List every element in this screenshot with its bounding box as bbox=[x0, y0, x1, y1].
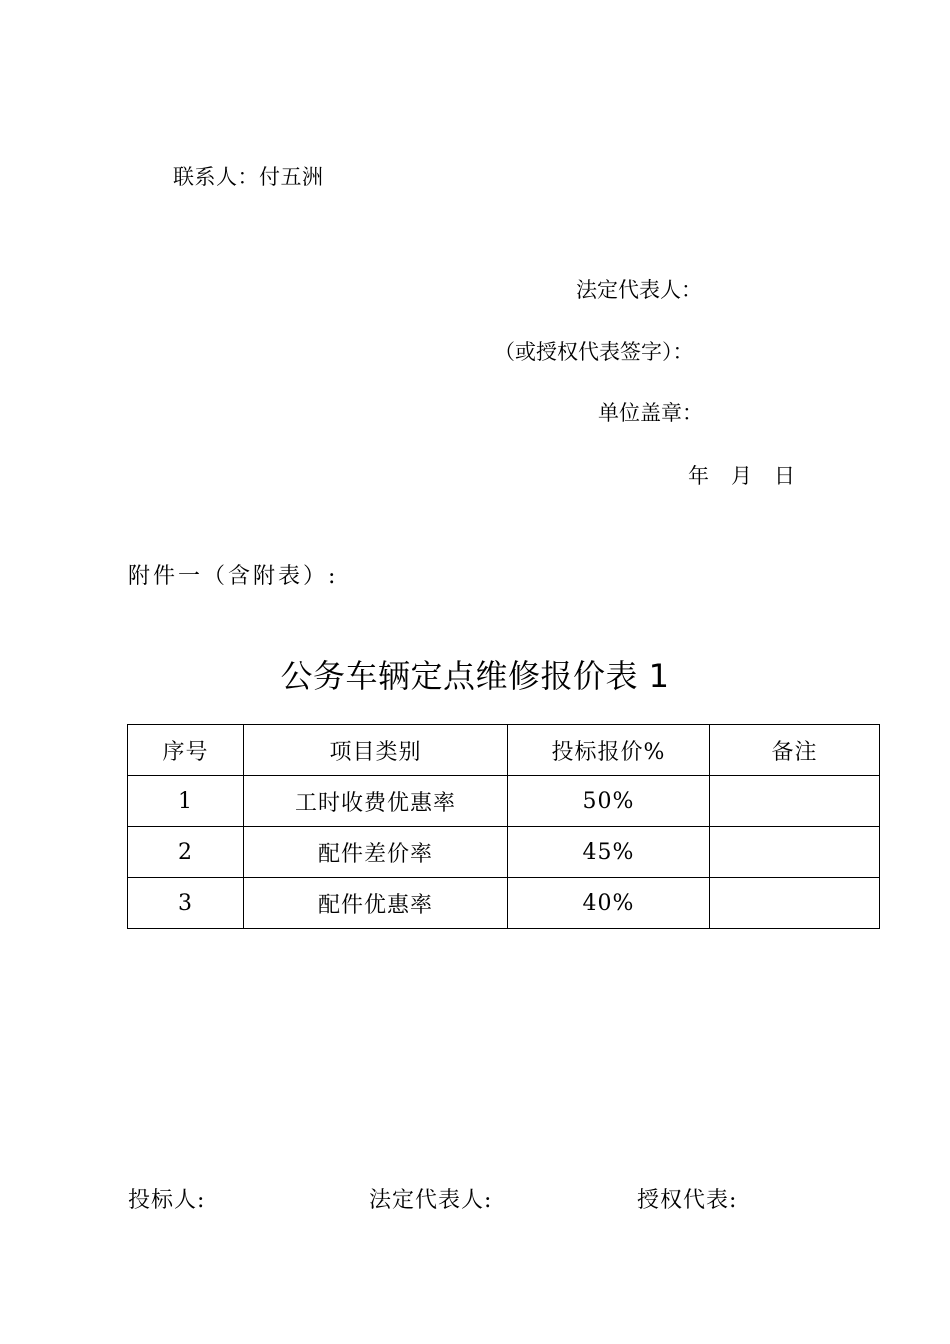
cell-bid-price: 50% bbox=[508, 776, 710, 827]
date-day-label: 日 bbox=[774, 464, 795, 488]
table-header-row bbox=[128, 725, 880, 776]
cell-bid-price: 40% bbox=[508, 878, 710, 929]
footer-bidder-label: 投标人: bbox=[128, 1188, 206, 1213]
cell-index: 3 bbox=[128, 878, 244, 929]
company-seal-label: 单位盖章： bbox=[598, 401, 703, 425]
quote-table bbox=[127, 724, 880, 929]
date-year-label: 年 bbox=[688, 464, 709, 488]
cell-category: 配件差价率 bbox=[244, 827, 508, 878]
table-row bbox=[128, 827, 880, 878]
legal-representative-label: 法定代表人： bbox=[576, 278, 702, 302]
cell-remarks bbox=[710, 776, 880, 827]
header-cell-remarks: 备注 bbox=[710, 725, 880, 776]
footer-authorized-rep-label: 授权代表: bbox=[637, 1188, 738, 1213]
date-line bbox=[688, 466, 795, 487]
header-cell-bid-price: 投标报价% bbox=[508, 725, 710, 776]
header-cell-index: 序号 bbox=[128, 725, 244, 776]
authorized-signature-label: （或授权代表签字）： bbox=[494, 340, 694, 364]
footer-legal-rep-label: 法定代表人: bbox=[369, 1188, 493, 1213]
cell-category: 配件优惠率 bbox=[244, 878, 508, 929]
quote-table-title: 公务车辆定点维修报价表 1 bbox=[280, 657, 670, 695]
cell-remarks bbox=[710, 878, 880, 929]
date-month-label: 月 bbox=[731, 464, 752, 488]
cell-category: 工时收费优惠率 bbox=[244, 776, 508, 827]
table-row bbox=[128, 878, 880, 929]
cell-index: 1 bbox=[128, 776, 244, 827]
attachment-title: 附件一（含附表）: bbox=[128, 564, 339, 589]
table-row bbox=[128, 776, 880, 827]
cell-index: 2 bbox=[128, 827, 244, 878]
cell-remarks bbox=[710, 827, 880, 878]
contact-person: 联系人：付五洲 bbox=[173, 165, 324, 189]
header-cell-category: 项目类别 bbox=[244, 725, 508, 776]
cell-bid-price: 45% bbox=[508, 827, 710, 878]
